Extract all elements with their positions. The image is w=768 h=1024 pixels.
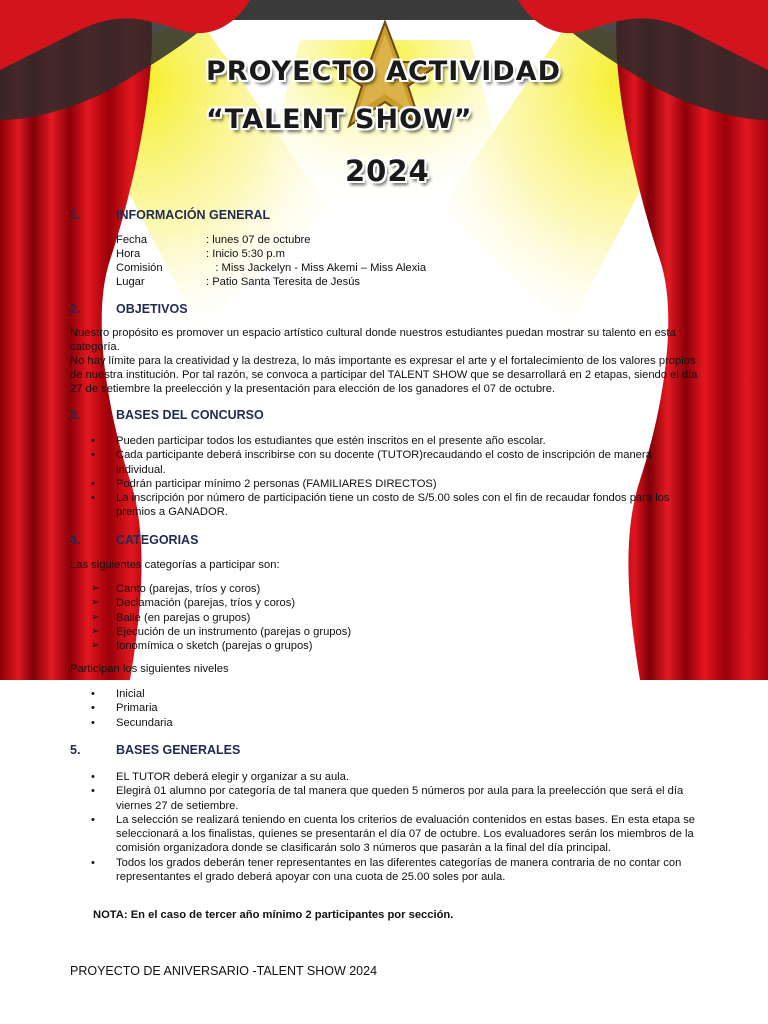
bullet-icon: • — [91, 771, 95, 783]
list-item-text: Pueden participar todos los estudiantes que estén inscritos en el presente año escolar. — [116, 435, 546, 447]
list-item — [70, 639, 702, 653]
list-item — [70, 625, 702, 639]
list-item — [70, 701, 702, 715]
list-item-text: Elegirá 01 alumno por categoría de tal manera que queden 5 números por aula para la preelección que será el día viernes 27 de setiembre. — [116, 785, 684, 812]
list-item-text: Podrán participar mínimo 2 personas (FAMILIARES DIRECTOS) — [116, 477, 437, 490]
info-value-fecha: : lunes 07 de octubre — [206, 234, 311, 246]
title-line-2: “TALENT SHOW” — [206, 104, 473, 135]
info-key-hora: Hora — [116, 248, 141, 260]
section-label: OBJETIVOS — [116, 302, 188, 316]
list-item-text: fonomímica o sketch (parejas o grupos) — [116, 640, 313, 653]
list-item — [70, 582, 702, 596]
section-label: BASES GENERALES — [116, 743, 241, 757]
bullet-icon: • — [91, 702, 95, 715]
niveles-list — [70, 687, 702, 730]
list-item-text: Declamación (parejas, tríos y coros) — [116, 597, 296, 610]
info-value-comision: : Miss Jackelyn - Miss Akemi – Miss Alexia — [206, 262, 427, 274]
list-item-text: Primaria — [116, 702, 158, 715]
bases-generales-list — [70, 770, 706, 884]
list-item-text: Ejecución de un instrumento (parejas o grupos) — [116, 625, 352, 638]
section-number: 3. — [70, 408, 81, 422]
list-item — [70, 716, 702, 730]
bullet-icon: • — [91, 477, 95, 490]
title-line-1: PROYECTO ACTIVIDAD — [206, 56, 561, 87]
section-label: BASES DEL CONCURSO — [116, 408, 264, 422]
bullet-icon: • — [91, 813, 95, 826]
bases-concurso-list — [70, 434, 702, 520]
section-number: 1. — [70, 208, 81, 222]
list-item — [70, 448, 702, 477]
bullet-icon: • — [91, 449, 95, 462]
arrow-bullet-icon: ➢ — [91, 611, 100, 623]
arrow-bullet-icon: ➢ — [91, 640, 100, 652]
bullet-icon: • — [91, 435, 95, 447]
list-item — [70, 611, 702, 625]
niveles-intro: Participan los siguientes niveles — [70, 663, 229, 675]
info-key-fecha: Fecha — [116, 234, 148, 246]
list-item — [70, 491, 702, 520]
list-item-text: Todos los grados deberán tener representantes en las diferentes categorías de manera contraria de no contar con representantes el grado deberá apoyar con una cuota de 25.00 soles por aula. — [116, 856, 682, 884]
arrow-bullet-icon: ➢ — [91, 583, 100, 594]
list-item — [70, 434, 702, 448]
title-year: 2024 — [345, 154, 430, 188]
section-number: 2. — [70, 302, 81, 316]
list-item-text: Secundaria — [116, 716, 173, 729]
list-item — [70, 770, 706, 784]
section-label: CATEGORIAS — [116, 533, 199, 547]
bullet-icon: • — [91, 688, 95, 700]
bullet-icon: • — [91, 492, 95, 505]
arrow-bullet-icon: ➢ — [91, 597, 100, 609]
section-number: 4. — [70, 533, 81, 547]
list-item — [70, 784, 706, 813]
list-item — [70, 687, 702, 701]
bullet-icon: • — [91, 716, 95, 729]
list-item — [70, 596, 702, 610]
info-value-hora: : Inicio 5:30 p.m — [206, 248, 285, 260]
list-item-text: La inscripción por número de participación tiene un costo de S/5.00 soles con el fin de recaudar fondos para los premios a GANADOR. — [116, 492, 670, 519]
categorias-intro: Las siguientes categorías a participar son: — [70, 559, 280, 571]
categorias-list — [70, 582, 702, 653]
objetivos-paragraph-2: No hay límite para la creatividad y la destreza, lo más importante es expresar el arte y el fortalecimiento de los valores propios de nuestra institución. Por tal razón, se convoca a participar del TALENT SHOW que se desarrollará en 2 etapas, siendo el día 27 de setiembre la preelección y la presentación para elección de los ganadores el 07 de octubre. — [70, 355, 698, 395]
list-item — [70, 856, 706, 885]
list-item-text: Baile (en parejas o grupos) — [116, 611, 251, 624]
objetivos-paragraph-1: Nuestro propósito es promover un espacio artístico cultural donde nuestros estudiantes puedan mostrar su talento en esta categoría. — [70, 327, 676, 353]
info-value-lugar: : Patio Santa Teresita de Jesús — [206, 276, 361, 288]
info-key-lugar: Lugar — [116, 276, 145, 288]
section-label: INFORMACIÓN GENERAL — [116, 208, 271, 222]
nota: NOTA: En el caso de tercer año mínimo 2 participantes por sección. — [93, 909, 454, 921]
page-footer: PROYECTO DE ANIVERSARIO -TALENT SHOW 2024 — [70, 964, 378, 978]
arrow-bullet-icon: ➢ — [91, 625, 100, 637]
list-item-text: EL TUTOR deberá elegir y organizar a su aula. — [116, 771, 349, 783]
section-number: 5. — [70, 743, 81, 757]
list-item — [70, 813, 706, 856]
info-key-comision: Comisión — [116, 262, 163, 274]
list-item-text: Inicial — [116, 688, 145, 700]
bullet-icon: • — [91, 785, 95, 798]
list-item-text: Canto (parejas, tríos y coros) — [116, 583, 261, 595]
list-item — [70, 477, 702, 491]
list-item-text: Cada participante deberá inscribirse con su docente (TUTOR)recaudando el costo de inscripción de manera individual. — [116, 449, 652, 476]
list-item-text: La selección se realizará teniendo en cuenta los criterios de evaluación contenidos en estas bases. En esta etapa se seleccionará a los finalistas, quienes se presentarán el día 07 de octubre. Los evaluadores serán los miembros de la comisión organizadora donde se clasificarán solo 3 números que pasarán a la final del día principal. — [116, 813, 696, 855]
bullet-icon: • — [91, 856, 95, 869]
